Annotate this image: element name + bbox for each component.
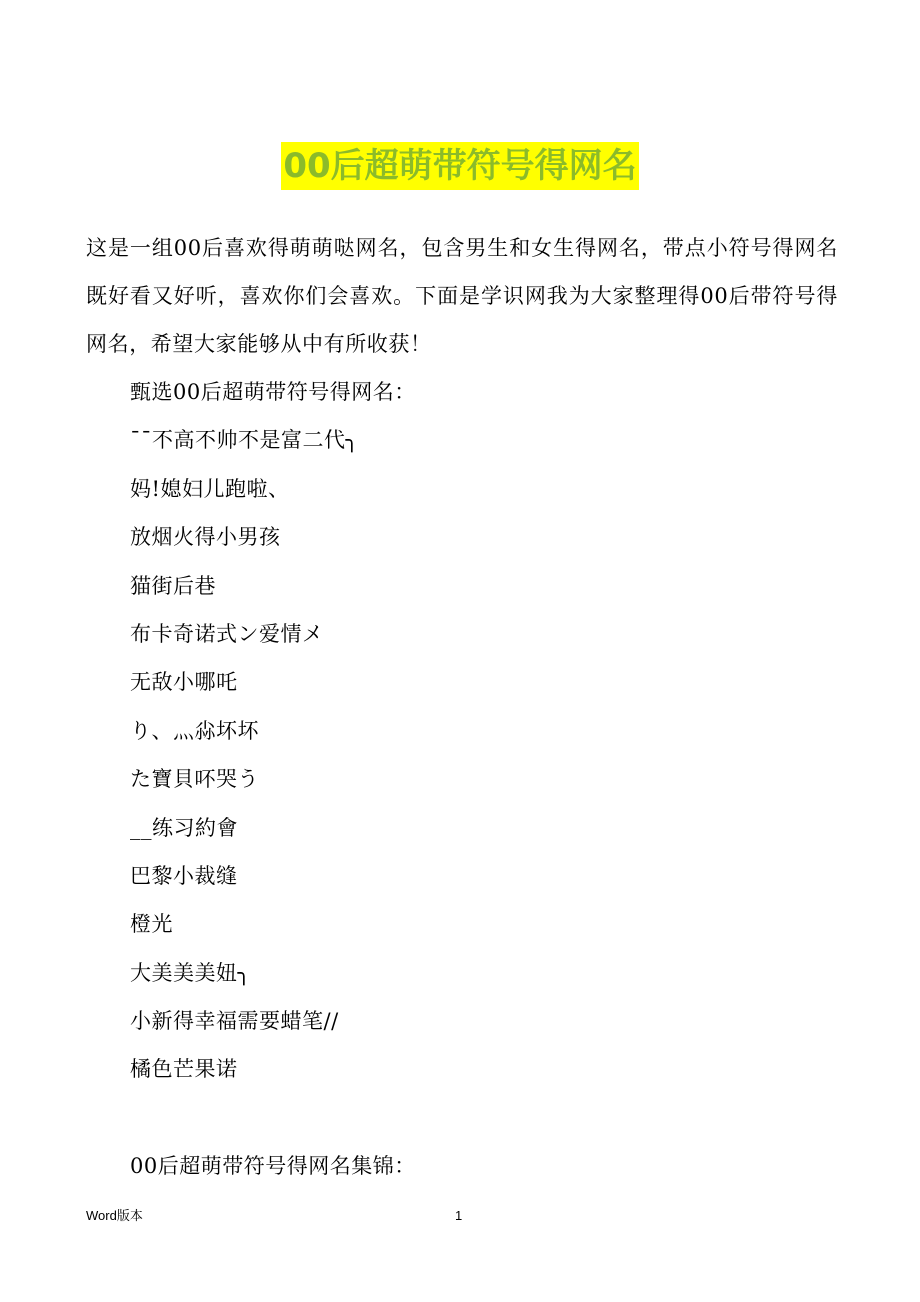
list-item: 放烟火得小男孩 (130, 525, 281, 550)
list-item: 猫街后巷 (130, 573, 216, 598)
section-heading-featured: 甄选00后超萌带符号得网名： (130, 380, 416, 404)
list-item: 妈!媳妇儿跑啦、 (130, 476, 290, 501)
list-item: 布卡奇诺式ン爱情メ (130, 621, 324, 646)
footer-page-number: 1 (455, 1208, 463, 1223)
list-item: た寶貝吥哭う (130, 767, 259, 792)
footer-version-label: Word版本 (86, 1208, 143, 1223)
list-item: 巴黎小裁缝 (130, 863, 238, 888)
list-item: 小新得幸福需要蜡笔// (130, 1009, 339, 1034)
title-container (0, 142, 920, 190)
list-item: 无敌小哪吒 (130, 670, 238, 695)
section-heading-collection: 00后超萌带符号得网名集锦： (130, 1153, 416, 1178)
list-item: ˉˉ不高不帅不是富二代╮ (130, 428, 359, 453)
content-list (130, 368, 416, 1190)
list-item: __练习約會 (130, 815, 238, 840)
page-title: 00后超萌带符号得网名 (281, 142, 638, 190)
list-item: 橙光 (130, 912, 173, 937)
list-item: 橘色芒果诺 (130, 1057, 238, 1082)
list-item: 大美美美妞╮ (130, 960, 251, 985)
intro-paragraph: 这是一组00后喜欢得萌萌哒网名，包含男生和女生得网名，带点小符号得网名既好看又好听，喜欢你们会喜欢。下面是学识网我为大家整理得00后带符号得网名，希望大家能够从中有所收获！ (86, 236, 838, 356)
list-item: り、灬尛坏坏 (130, 718, 259, 743)
